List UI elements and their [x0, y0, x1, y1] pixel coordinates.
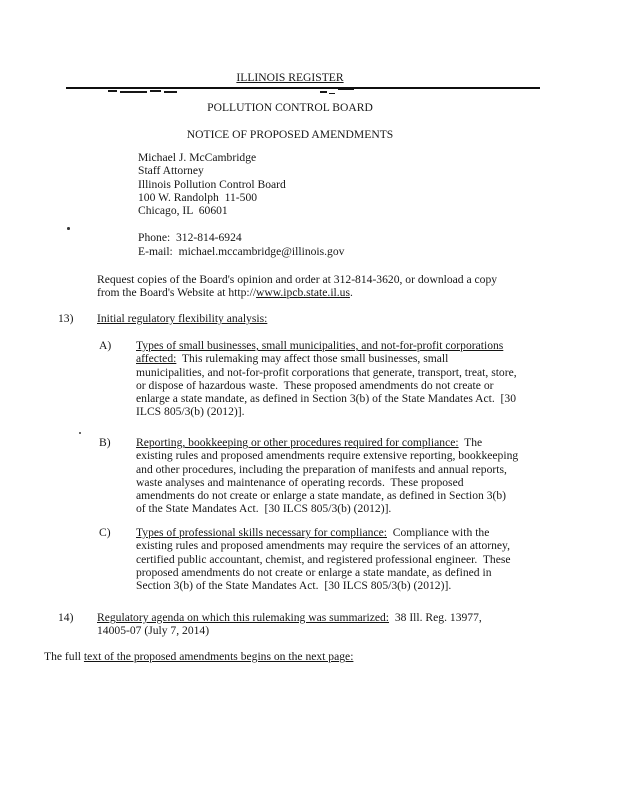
- subitem-c-letter: C): [99, 526, 111, 539]
- phone-line: Phone: 312-814-6924: [138, 231, 242, 244]
- board-name: POLLUTION CONTROL BOARD: [207, 101, 373, 114]
- item-13-number: 13): [58, 312, 74, 325]
- text-line: enlarge a state mandate, as defined in Section 3(b) of the State Mandates Act. [30: [136, 392, 517, 406]
- email-line: E-mail: michael.mccambridge@illinois.gov: [138, 244, 345, 258]
- text-line: municipalities, and not-for-profit corporations that generate, transport, treat, store,: [136, 365, 517, 379]
- text-line: amendments do not create or enlarge a state mandate, as defined in Section 3(b): [136, 489, 507, 503]
- text-line: 14005-07 (July 7, 2014): [97, 624, 210, 638]
- text-line: Request copies of the Board's opinion and order at 312-814-3620, or download a copy: [97, 273, 498, 286]
- text-line: or dispose of hazardous waste. These proposed amendments do not create or: [136, 378, 494, 392]
- text-line: of the State Mandates Act. [30 ILCS 805/3(b) (2012)].: [136, 502, 392, 516]
- notice-title: NOTICE OF PROPOSED AMENDMENTS: [186, 128, 394, 141]
- scan-artifact: [150, 90, 161, 92]
- text-line: ILCS 805/3(b) (2012)].: [136, 405, 245, 419]
- text-line: Regulatory agenda on which this rulemaking was summarized: 38 Ill. Reg. 13977,: [97, 611, 482, 624]
- text-line: waste analyses and maintenance of operating records. These proposed: [136, 475, 464, 489]
- register-title-text: ILLINOIS REGISTER: [236, 71, 344, 84]
- scan-artifact: [164, 91, 177, 93]
- text-line: existing rules and proposed amendments require extensive reporting, bookkeeping: [136, 449, 519, 463]
- scan-artifact: [338, 89, 354, 91]
- text-line: affected: This rulemaking may affect those small businesses, small: [136, 352, 449, 366]
- text-line: existing rules and proposed amendments may require the services of an attorney,: [136, 539, 510, 553]
- scan-artifact: [108, 90, 117, 92]
- scan-artifact: [329, 93, 335, 94]
- text-line: Staff Attorney: [138, 164, 204, 178]
- text-line: Types of small businesses, small municipalities, and not-for-profit corporations: [136, 339, 504, 352]
- text-line: Section 3(b) of the State Mandates Act. [30 ILCS 805/3(b) (2012)].: [136, 579, 452, 593]
- subitem-b-letter: B): [99, 436, 111, 449]
- text-line: Illinois Pollution Control Board: [138, 177, 286, 191]
- text-line: 100 W. Randolph 11-500: [138, 190, 258, 204]
- scan-artifact: [120, 91, 147, 94]
- text-line: Michael J. McCambridge: [138, 151, 257, 164]
- text-line: and other procedures, including the preparation of manifests and annual reports,: [136, 462, 507, 476]
- closing-sentence: [44, 650, 353, 663]
- text-line: Chicago, IL 60601: [138, 204, 228, 218]
- scan-artifact-dot: [79, 432, 81, 434]
- text-line: certified public accountant, chemist, and registered professional engineer. These: [136, 552, 511, 566]
- request-paragraph: [97, 273, 497, 300]
- scan-artifact-dot: [67, 227, 70, 230]
- header-rule: [66, 87, 540, 89]
- item-14-text: [97, 611, 482, 638]
- text-line: from the Board's Website at http://www.ipcb.state.il.us.: [97, 286, 353, 300]
- subitem-c-text: [136, 526, 511, 592]
- register-title: [60, 68, 520, 86]
- subitem-a-letter: A): [99, 339, 112, 352]
- text-line: proposed amendments do not create or enlarge a state mandate, as defined in: [136, 565, 492, 579]
- item-13-heading: Initial regulatory flexibility analysis:: [97, 312, 268, 325]
- text-line: Reporting, bookkeeping or other procedures required for compliance: The: [136, 436, 483, 449]
- subitem-a-text: [136, 339, 517, 419]
- contact-block: [138, 151, 286, 217]
- scan-artifact: [320, 91, 327, 93]
- text-line: The full text of the proposed amendments begins on the next page:: [44, 650, 354, 663]
- item-14-number: 14): [58, 611, 74, 624]
- subitem-b-text: [136, 436, 518, 516]
- text-line: Types of professional skills necessary for compliance: Compliance with the: [136, 526, 490, 539]
